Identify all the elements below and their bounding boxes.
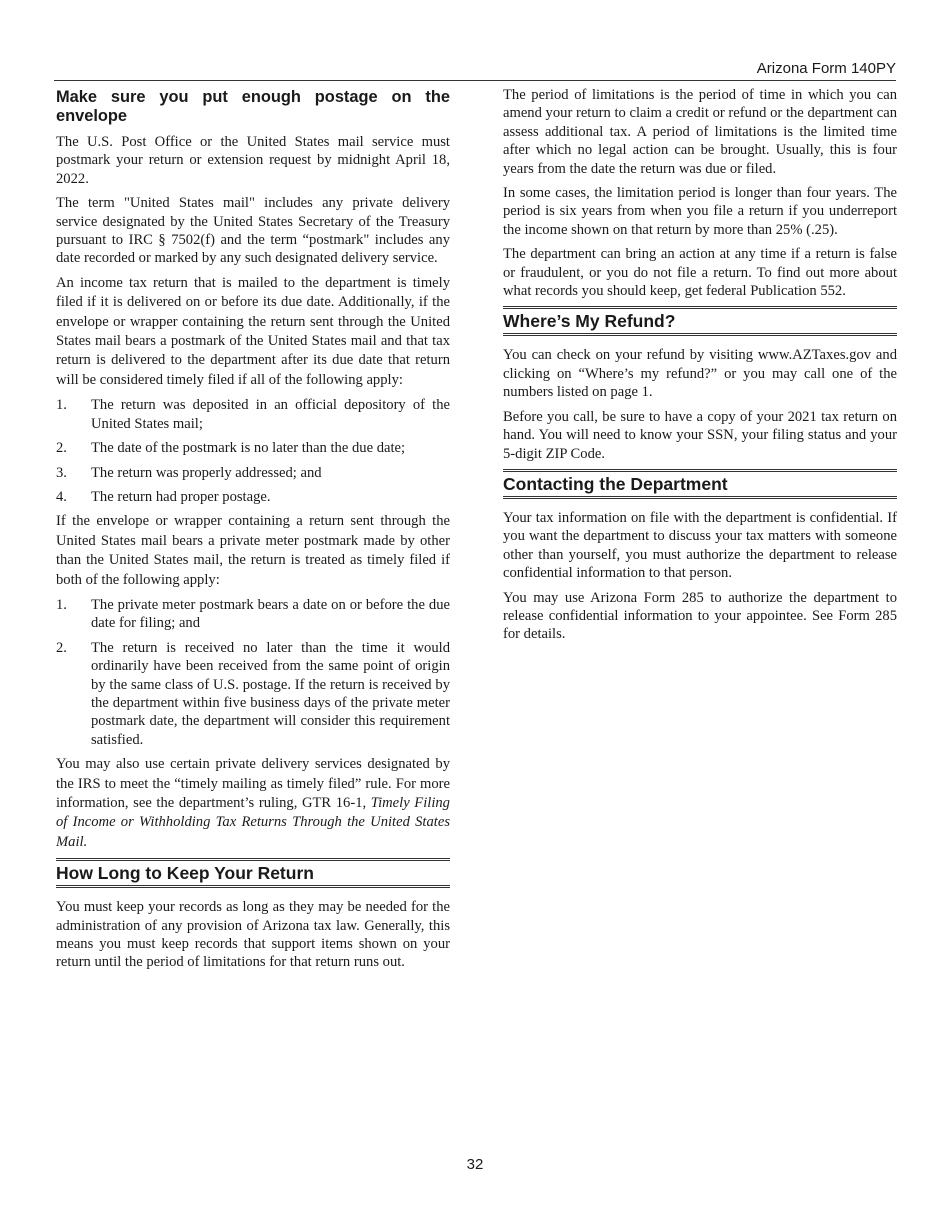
refund-paragraph-2: Before you call, be sure to have a copy of your 2021 tax return on hand. You will need to know your SSN, your filing status and your 5-digit ZIP Code.: [503, 408, 897, 462]
ruling-title: Timely Filing of Income or Withholding Tax Returns Through the United States Mail.: [56, 795, 450, 850]
list-item: [56, 488, 450, 506]
list-text: The return was properly addressed; and: [91, 464, 322, 481]
list-number: 2.: [56, 440, 67, 457]
private-meter-conditions-list: [56, 596, 450, 749]
contact-heading: Contacting the Department: [503, 469, 897, 499]
page-number: 32: [466, 1156, 484, 1173]
list-number: 2.: [56, 639, 67, 656]
postage-heading: Make sure you put enough postage on the envelope: [56, 88, 450, 125]
limitations-paragraph-3: The department can bring an action at any time if a return is false or fraudulent, or you do not file a return. To find out more about what records you should keep, get federal Publication 552.: [503, 246, 897, 300]
list-number: 1.: [56, 596, 67, 613]
keep-return-paragraph: You must keep your records as long as they may be needed for the administration of any provision of Arizona tax law. Generally, this means you must keep records that support items shown on your return until the period of limitations for that return runs out.: [56, 899, 450, 971]
list-text: The private meter postmark bears a date on or before the due date for filing; and: [91, 596, 450, 632]
list-text: The date of the postmark is no later than the due date;: [91, 440, 406, 457]
postage-paragraph-5: [56, 755, 450, 852]
postage-paragraph-1: The U.S. Post Office or the United States mail service must postmark your return or extension request by midnight April 18, 2022.: [56, 134, 450, 187]
form-title: Arizona Form 140PY: [756, 60, 896, 77]
list-item: [56, 439, 450, 457]
postage-paragraph-4: If the envelope or wrapper containing a return sent through the United States mail bears a private meter postmark made by other than the United States mail, the return is treated as timely filed if both of the following apply:: [56, 513, 450, 588]
limitations-paragraph-1: The period of limitations is the period of time in which you can amend your return to claim a credit or refund or the department can assess additional tax. A period of limitations is the limited time after which no legal action can be brought. Usually, this is four years from the date the return was due or filed.: [503, 87, 897, 177]
ruling-text: You may also use certain private delivery services designated by the IRS to meet the “timely mailing as timely filed” rule. For more information, see the department’s ruling, GTR 16-1,: [56, 756, 450, 811]
list-item: [56, 396, 450, 433]
list-number: 1.: [56, 397, 67, 414]
list-item: [56, 596, 450, 633]
list-number: 4.: [56, 488, 67, 505]
list-item: [56, 639, 450, 749]
right-column: [503, 86, 897, 650]
limitations-paragraph-2: In some cases, the limitation period is longer than four years. The period is six years from when you file a return if you underreport the income shown on that return by more than 25% (.25).: [503, 185, 897, 238]
page-header: [54, 60, 896, 81]
contact-paragraph-1: Your tax information on file with the department is confidential. If you want the department to discuss your tax matters with someone other than yourself, you must authorize the department to release confidential information to that person.: [503, 509, 897, 582]
keep-return-heading: How Long to Keep Your Return: [56, 858, 450, 888]
refund-heading: Where’s My Refund?: [503, 306, 897, 336]
list-text: The return was deposited in an official depository of the United States mail;: [91, 397, 450, 432]
postage-paragraph-2: The term "United States mail" includes any private delivery service designated by the United States Secretary of the Treasury pursuant to IRC § 7502(f) and the term “postmark" includes any date recorded or marked by any such designated delivery service.: [56, 195, 450, 267]
list-number: 3.: [56, 464, 67, 481]
left-column: [56, 86, 450, 978]
list-text: The return is received no later than the time it would ordinarily have been received from the same point of origin by the same class of U.S. postage. If the return is received by the department within five business days of the private meter postmark date, the department will consider this requirement satisfied.: [91, 639, 450, 748]
refund-paragraph-1: You can check on your refund by visiting www.AZTaxes.gov and clicking on “Where’s my refund?” or you may call one of the numbers listed on page 1.: [503, 347, 897, 401]
contact-paragraph-2: You may use Arizona Form 285 to authorize the department to release confidential information to your appointee. See Form 285 for details.: [503, 589, 897, 643]
timely-filed-conditions-list: [56, 396, 450, 506]
list-text: The return had proper postage.: [91, 488, 271, 505]
postage-paragraph-3: An income tax return that is mailed to the department is timely filed if it is delivered on or before its due date. Additionally, if the envelope or wrapper containing the return sent through the United States mail bears a postmark of the United States mail and that tax return is delivered to the department after its due date that return will be considered timely filed if all of the following apply:: [56, 274, 450, 388]
list-item: [56, 464, 450, 482]
